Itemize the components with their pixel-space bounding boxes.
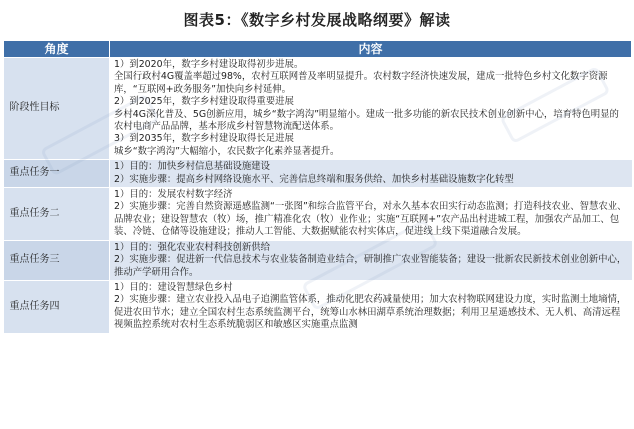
content-line: 1）目的：加快乡村信息基础设施建设 xyxy=(114,161,270,173)
header-content: 内容 xyxy=(110,41,632,58)
row-content xyxy=(110,58,632,160)
page-title: 图表5：《数字乡村发展战略纲要》解读 xyxy=(183,10,451,29)
content-line: 2）实施步骤：促进新一代信息技术与农业装备制造业结合，研制推广农业智能装备；建设一批新农民新技术创业创新中心，推动产学研用合作。 xyxy=(114,254,627,278)
row-label: 重点任务四 xyxy=(4,280,110,333)
table-row xyxy=(4,58,632,160)
content-line: 2）实施步骤：建立农业投入品电子追溯监管体系，推动化肥农药减量使用；加大农村物联网建设力度，实时监测土地墒情，促进农田节水；建立全国农村生态系统监测平台，统筹山水林田湖草系统治理数据；利用卫星遥感技术、无人机、高清远程视频监控系统对农村生态系统脆弱区和敏感区实施重点监测 xyxy=(114,294,627,331)
content-line: 3）到2035年，数字乡村建设取得长足进展 xyxy=(114,133,294,145)
content-line: 1）目的：强化农业农村科技创新供给 xyxy=(114,241,270,253)
row-content xyxy=(110,280,632,333)
content-line: 1）目的：发展农村数字经济 xyxy=(114,189,233,201)
strategy-table xyxy=(3,40,632,334)
content-line: 1）到2020年，数字乡村建设取得初步进展。 xyxy=(114,59,304,70)
row-content xyxy=(110,240,632,280)
table-row xyxy=(4,280,632,333)
content-line: 全国行政村4G覆盖率超过98%，农村互联网普及率明显提升。农村数字经济快速发展，建成一批特色乡村文化数字资源库，“互联网+政务服务”加快向乡村延伸。 xyxy=(114,71,608,95)
content-line: 1）目的：建设智慧绿色乡村 xyxy=(114,281,233,293)
table-body xyxy=(4,58,632,334)
row-content xyxy=(110,160,632,188)
row-label: 阶段性目标 xyxy=(4,58,110,160)
header-angle: 角度 xyxy=(4,41,110,58)
row-label: 重点任务一 xyxy=(4,160,110,188)
table-row xyxy=(4,240,632,280)
content-line: 城乡“数字鸿沟”大幅缩小，农民数字化素养显著提升。 xyxy=(114,145,340,157)
row-content xyxy=(110,188,632,241)
table-row xyxy=(4,188,632,241)
content-line: 2）实施步骤：完善自然资源遥感监测“一张图”和综合监管平台，对永久基本农田实行动态监测；打造科技农业、智慧农业、品牌农业；建设智慧农（牧）场，推广精准化农（牧）业作业；实施“互联网+”农产品出村进城工程，加强农产品加工、包装、冷链、仓储等设施建设；推动人工智能、大数据赋能农村实体店，促进线上线下渠道融合发展。 xyxy=(114,201,627,238)
table-row xyxy=(4,160,632,188)
content-line: 2）实施步骤：提高乡村网络设施水平、完善信息终端和服务供给、加快乡村基础设施数字化转型 xyxy=(114,173,514,185)
content-line: 2）到2025年，数字乡村建设取得重要进展 xyxy=(114,96,294,108)
table-header-row xyxy=(4,41,632,58)
row-label: 重点任务二 xyxy=(4,188,110,241)
row-label: 重点任务三 xyxy=(4,240,110,280)
content-line: 乡村4G深化普及、5G创新应用，城乡“数字鸿沟”明显缩小。建成一批多功能的新农民技术创业创新中心，培育特色明显的农村电商产品品牌，基本形成乡村智慧物流配送体系。 xyxy=(114,108,619,133)
